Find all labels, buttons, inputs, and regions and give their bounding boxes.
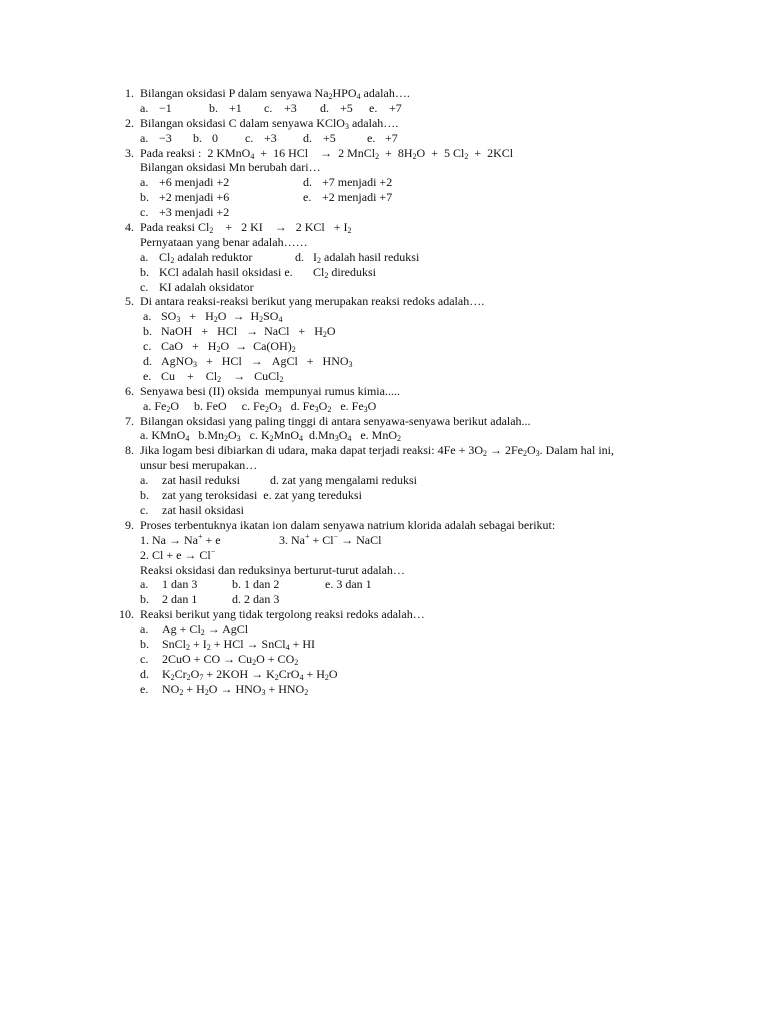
option-text: CaO + $H_2O \to Ca(OH)_2$: [161, 339, 296, 355]
question-number: 7.: [125, 413, 134, 428]
question-line: [0, 428, 768, 443]
option-text: b.: [140, 592, 149, 607]
option-text: AgNO$_3$ + HCl → AgCl + $HNO_3$: [161, 354, 353, 370]
question-6: [0, 384, 768, 414]
question-number: 3.: [125, 145, 134, 160]
question-2: [0, 116, 768, 146]
option-text: c.: [264, 100, 273, 115]
option-text: $I_2$ adalah hasil reduksi: [313, 249, 420, 265]
question-line: [0, 503, 768, 518]
question-line: [0, 399, 768, 414]
option-text: e. 3 dan 1: [325, 577, 372, 592]
option-text: +7: [389, 100, 402, 115]
question-stem: [0, 294, 768, 309]
question-line: [0, 354, 768, 369]
option-text: KCl adalah hasil oksidasi e.: [159, 264, 293, 279]
option-text: c.: [140, 205, 149, 220]
question-line: [0, 458, 768, 473]
option-text: +2 menjadi +6: [159, 190, 230, 205]
option-text: −3: [159, 130, 172, 145]
question-line: [0, 175, 768, 190]
option-text: Cu + $Cl_2$ → CuCl$_2$: [161, 368, 284, 384]
option-text: a.: [140, 130, 149, 145]
option-text: +1: [229, 100, 242, 115]
question-stem: [0, 384, 768, 399]
question-number: 4.: [125, 220, 134, 235]
question-number: 5.: [125, 294, 134, 309]
question-number: 10.: [119, 607, 134, 622]
question-text: Bilangan oksidasi C dalam senyawa KClO$_3$ adalah….: [140, 115, 399, 131]
question-7: [0, 414, 768, 444]
option-text: 1. Na → Na+ + e: [140, 531, 221, 547]
option-text: +6 menjadi +2: [159, 175, 230, 190]
question-line: [0, 563, 768, 578]
option-text: d. 2 dan 3: [232, 592, 280, 607]
question-number: 6.: [125, 383, 134, 398]
question-line: [0, 280, 768, 295]
option-text: a.: [140, 175, 149, 190]
option-text: a.: [140, 249, 149, 264]
option-text: 2 dan 1: [162, 592, 198, 607]
question-stem: [0, 414, 768, 429]
option-text: b.: [140, 190, 149, 205]
option-text: b. 1 dan 2: [232, 577, 280, 592]
question-number: 9.: [125, 517, 134, 532]
option-text: e.: [303, 190, 312, 205]
question-1: [0, 86, 768, 116]
question-8: [0, 443, 768, 517]
question-stem: [0, 518, 768, 533]
question-line: [0, 533, 768, 548]
option-text: c.: [140, 279, 149, 294]
option-text: d. zat yang mengalami reduksi: [270, 473, 417, 488]
question-line: [0, 622, 768, 637]
option-text: +3 menjadi +2: [159, 205, 230, 220]
option-text: b.: [193, 130, 202, 145]
question-number: 1.: [125, 86, 134, 100]
option-text: zat hasil oksidasi: [162, 502, 244, 517]
question-line: [0, 339, 768, 354]
question-line: [0, 682, 768, 697]
option-text: zat hasil reduksi: [162, 473, 240, 488]
option-text: d.: [303, 130, 312, 145]
option-text: +5: [340, 100, 353, 115]
question-text: Bilangan oksidasi yang paling tinggi di antara senyawa-senyawa berikut adalah...: [140, 413, 531, 428]
question-stem: [0, 116, 768, 131]
question-line: [0, 652, 768, 667]
question-3: [0, 146, 768, 220]
option-text: $SO_3 + H_2O \to H_2SO_4$: [161, 309, 283, 325]
question-9: [0, 518, 768, 607]
question-line: [0, 160, 768, 175]
question-line: [0, 473, 768, 488]
option-text: e.: [143, 368, 152, 383]
question-line: [0, 250, 768, 265]
option-text: a.: [140, 473, 149, 488]
question-number: 2.: [125, 115, 134, 130]
question-line: [0, 637, 768, 652]
question-stem: [0, 86, 768, 101]
question-line: [0, 592, 768, 607]
option-text: b.: [140, 488, 149, 503]
option-text: Bilangan oksidasi Mn berubah dari…: [140, 160, 321, 175]
option-text: d.: [143, 354, 152, 369]
option-text: 1 dan 3: [162, 577, 198, 592]
question-stem: [0, 607, 768, 622]
option-text: unsur besi merupakan…: [140, 458, 258, 473]
option-text: $NO_2 + H_2O \to HNO_3 + HNO_2$: [162, 681, 309, 697]
question-line: [0, 667, 768, 682]
option-text: a.: [140, 622, 149, 637]
option-text: $Ag + Cl_2$ → AgCl: [162, 622, 249, 638]
question-line: [0, 369, 768, 384]
option-text: e.: [367, 130, 376, 145]
option-text: a.: [140, 100, 149, 115]
option-text: KI adalah oksidator: [159, 279, 254, 294]
option-text: +3: [284, 100, 297, 115]
question-list: [0, 86, 768, 697]
option-text: SnCl$_2$ + $I_2$ + HCl → SnCl$_4$ + HI: [162, 636, 316, 652]
question-line: [0, 101, 768, 116]
question-number: 8.: [125, 443, 134, 458]
question-line: [0, 190, 768, 205]
question-stem: [0, 443, 768, 458]
option-text: e.: [369, 100, 378, 115]
option-text: NaOH + HCl → NaCl + $H_2O$: [161, 324, 336, 340]
question-line: [0, 235, 768, 250]
question-4: [0, 220, 768, 294]
question-line: [0, 488, 768, 503]
question-text: Proses terbentuknya ikatan ion dalam senyawa natrium klorida adalah sebagai berikut:: [140, 517, 556, 532]
option-text: $Cl_2$ direduksi: [313, 264, 377, 280]
option-text: $K_2Cr_2O_7 + 2KOH \to K_2CrO_4 + H_2O$: [162, 666, 338, 682]
option-text: 2CuO + CO → $Cu_2O + CO_2$: [162, 651, 299, 667]
option-text: b.: [143, 324, 152, 339]
option-text: d.: [320, 100, 329, 115]
option-text: c.: [140, 502, 149, 517]
option-text: b.: [209, 100, 218, 115]
option-text: Pernyataan yang benar adalah……: [140, 234, 308, 249]
question-line: [0, 577, 768, 592]
question-text: Reaksi berikut yang tidak tergolong reaksi redoks adalah…: [140, 607, 425, 622]
option-text: $Cl_2$ adalah reduktor: [159, 249, 253, 265]
question-text: Di antara reaksi-reaksi berikut yang merupakan reaksi redoks adalah….: [140, 294, 485, 309]
option-text: 2. Cl + e → Cl−: [140, 546, 216, 562]
question-text: Senyawa besi (II) oksida mempunyai rumus kimia.....: [140, 383, 400, 398]
option-text: +7: [385, 130, 398, 145]
option-text: b.: [140, 264, 149, 279]
question-stem: [0, 146, 768, 161]
question-line: [0, 548, 768, 563]
option-text: +7 menjadi +2: [322, 175, 393, 190]
option-text: 3. Na+ + Cl− → NaCl: [279, 531, 382, 547]
option-text: a.: [140, 577, 149, 592]
question-line: [0, 131, 768, 146]
option-text: −1: [159, 100, 172, 115]
option-text: +3: [264, 130, 277, 145]
option-text: +2 menjadi +7: [322, 190, 393, 205]
option-text: d.: [303, 175, 312, 190]
option-text: c.: [140, 651, 149, 666]
option-text: d.: [140, 666, 149, 681]
option-text: a. $Fe_2O$ b. FeO c. $Fe_2O_3$ d. $Fe_3O_2$ e. $Fe_3O$: [143, 398, 377, 414]
option-text: a.: [143, 309, 152, 324]
question-5: [0, 294, 768, 383]
question-line: [0, 265, 768, 280]
option-text: c.: [143, 339, 152, 354]
option-text: e.: [140, 681, 149, 696]
option-text: +5: [323, 130, 336, 145]
question-stem: [0, 220, 768, 235]
option-text: 0: [212, 130, 218, 145]
option-text: zat yang teroksidasi e. zat yang tereduksi: [162, 488, 362, 503]
option-text: b.: [140, 636, 149, 651]
question-text: Pada reaksi $Cl_2$ + 2 KI → 2 KCl + $I_2$: [140, 220, 352, 236]
option-text: a. KMnO$_4$ $b.Mn_2O_3$ c. $K_2MnO_4$ $d.Mn_3O_4$ e. MnO$_2$: [140, 428, 402, 444]
question-text: Jika logam besi dibiarkan di udara, maka dapat terjadi reaksi: $4Fe + 3O_2 \to 2Fe_2O_3$. Dalam hal ini,: [140, 443, 614, 459]
question-text: Bilangan oksidasi P dalam senyawa $Na_2HPO_4$ adalah….: [140, 86, 410, 101]
question-10: [0, 607, 768, 696]
question-line: [0, 309, 768, 324]
option-text: Reaksi oksidasi dan reduksinya berturut-turut adalah…: [140, 562, 405, 577]
question-line: [0, 324, 768, 339]
option-text: d.: [295, 249, 304, 264]
question-line: [0, 205, 768, 220]
option-text: c.: [245, 130, 254, 145]
question-text: Pada reaksi : 2 KMnO$_4$ + 16 HCl → 2 MnCl$_2$ + $8H_2O + 5$ $Cl_2 + 2KCl$: [140, 145, 514, 161]
